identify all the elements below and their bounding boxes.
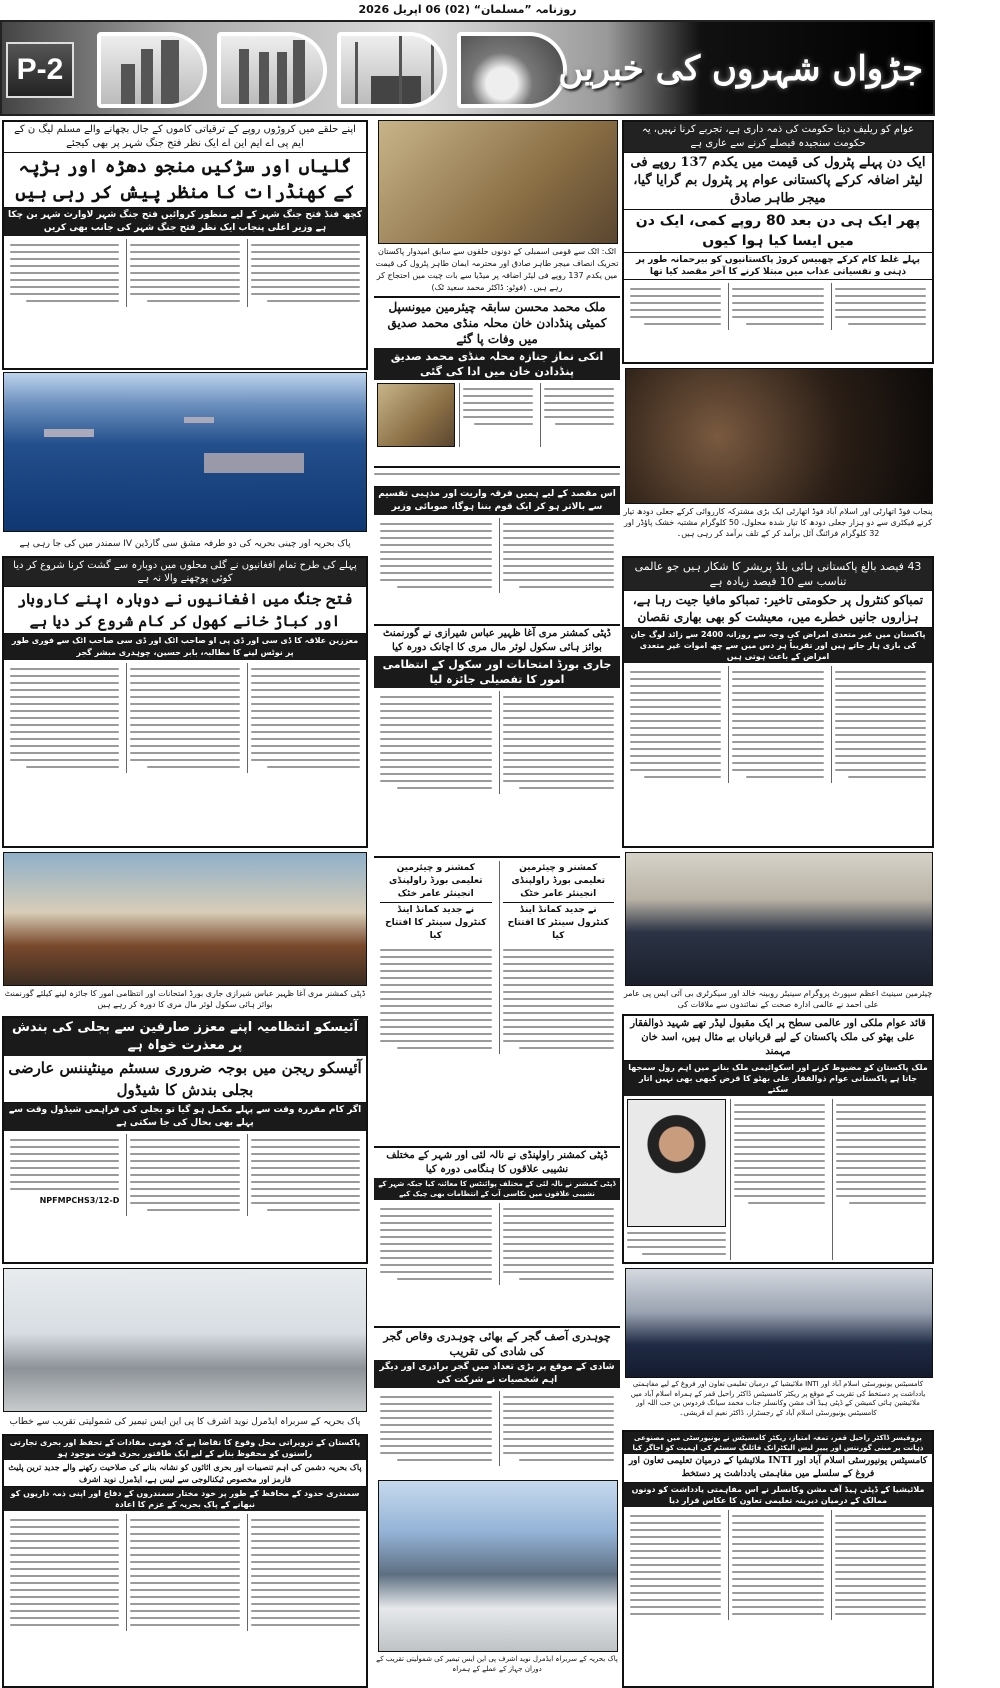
story-band: سمندری حدود کے محافظ کے طور پر خود مختار سمندروں کے دفاع اور اپنی ذمہ داریوں کو نبھانے کے پاک بحریہ کے عزم کا اعادہ — [4, 1487, 366, 1511]
story-band: انکی نماز جنازہ محلہ منڈی محمد صدیق پنڈدادن خان میں ادا کی گئی — [374, 348, 620, 380]
page-badge: P-2 — [6, 42, 74, 98]
photo-naval-ceremony — [3, 1268, 367, 1412]
photo-portrait — [627, 1099, 726, 1227]
photo-caption: ڈپٹی کمشنر مری آغا ظہیر عباس شیرازی جاری بورڈ امتحانات اور انتظامی امور کا جائزہ لینے کیلئے گورنمنٹ بوائز ہائی سکول لوئر مال مری کا دورہ کر رہے ہیں — [2, 988, 368, 1012]
story-kicker: اپنے حلقے میں کروڑوں روپے کے ترقیاتی کاموں کے جال بچھانے والے مسلم لیگ ن کے ایم پی اے ایم این اے ایک نظر فتح جنگ شہر پر بھی کیجئے — [4, 122, 366, 153]
story-kicker: 43 فیصد بالغ پاکستانی ہائی بلڈ پریشر کا شکار ہیں جو عالمی تناسب سے 10 فیصد زیادہ ہے — [624, 558, 932, 591]
story-band: شادی کے موقع پر بڑی تعداد میں گجر برادری اور دیگر اہم شخصیات نے شرکت کی — [374, 1360, 620, 1388]
story-headline-repeat: کمشنر و چیئرمین تعلیمی بورڈ راولپنڈی انجینئر عامر خٹک — [380, 861, 492, 903]
towers-icon — [217, 32, 327, 108]
story-headline: پاک بحریہ دشمن کی اہم تنصیبات اور بحری اثاثوں کو نشانہ بنانے کی صلاحیت رکھنے والے جدید ترین پلیٹ فارمز اور مخصوص ٹیکنالوجی سے لیس ہے، ایڈمرل نوید اشرف — [4, 1460, 366, 1487]
masthead — [0, 20, 935, 116]
story-subhead: پھر ایک ہی دن بعد 80 روپے کمی، ایک دن میں ایسا کیا ہوا کیوں — [624, 210, 932, 253]
photo-mou-signing — [625, 1268, 933, 1378]
story-band: اگر کام مقررہ وقت سے پہلے مکمل ہو گیا تو بجلی کی فراہمی شیڈول وقت سے پہلے بھی بحال کی جا سکتی ہے — [4, 1103, 366, 1131]
photo-caption: چیئرمین سینیٹ اعظم سپورٹ پروگرام سینیٹر روبینہ خالد اور سیکرٹری بی آئی ایس پی عامر علی احمد نے عالمی ادارہ صحت کے نمائندوں سے ملاقات کی — [622, 988, 934, 1012]
story-streets — [2, 120, 368, 370]
photo-press-talk — [378, 120, 618, 244]
story-headline: فتح جنگ میں افغانیوں نے دوبارہ اپنے کاروبار اور کباڑ خانے کھول کر کام شروع کر دیا ہے — [4, 587, 366, 634]
skyline-icon — [97, 32, 207, 108]
photo-milk-raid — [625, 368, 933, 504]
story-headline: نے جدید کمانڈ اینڈ کنٹرول سینٹر کا افتتاح کیا — [507, 905, 609, 941]
story-control-centre — [374, 856, 620, 1142]
story-band: کچھ فنڈ فتح جنگ شہر کے لیے منظور کروائیں فتح جنگ شہر لاوارث شہر بن چکا ہے وزیر اعلی پنجاب ایک نظر فتح جنگ شہر کی جانب بھی کریں — [4, 208, 366, 236]
story-headline: تمباکو کنٹرول پر حکومتی تاخیر: تمباکو مافیا جیت رہا ہے، ہزاروں جانیں خطرے میں، معیشت کو بھی بھاری نقصان — [624, 591, 932, 628]
photo-caption: پاک بحریہ کے سربراہ ایڈمرل نوید اشرف کا پی این ایس تیمیر کی شمولیتی تقریب سے خطاب — [2, 1414, 368, 1430]
story-kicker: آئیسکو انتظامیہ اپنے معزز صارفین سے بجلی کی بندش پر معذرت خواہ ہے — [4, 1018, 366, 1056]
story-headline: آئیسکو ریجن میں بوجہ ضروری سسٹم مینٹیننس عارضی بجلی بندش کا شیڈول — [4, 1056, 366, 1103]
masthead-title: جڑواں شہروں کی خبریں — [558, 49, 923, 89]
photo-classroom — [3, 852, 367, 986]
story-kicker: عوام کو ریلیف دینا حکومت کی ذمہ داری ہے، تجربے کرنا نہیں، یہ حکومت سنجیدہ فیصلے کرنے سے عاری ہے — [624, 122, 932, 153]
story-headline: گلیاں اور سڑکیں منجو دھڑہ اور ہڑپہ کے کھنڈرات کا منظر پیش کر رہی ہیں — [4, 153, 366, 208]
photo-caption: اٹک: اٹک سے قومی اسمبلی کے دونوں حلقوں سے سابق امیدوار پاکستان تحریک انصاف میجر طاہر صادق اور محترمہ ایمان طاہر پٹرول کی قیمت میں یکدم 137 روپے فی لیٹر اضافہ پر میڈیا سے بات چیت میں احتجاج کر رہے ہیں۔ (فوٹو: ڈاکٹر محمد سعید ٹک) — [375, 247, 619, 292]
photo-obituary — [377, 383, 455, 447]
story-drainage — [374, 1146, 620, 1324]
story-band: پہلے غلط کام کرکے چھبیس کروڑ پاکستانیوں کو بیرحمانہ طور پر ذہنی و نفسیاتی عذاب میں مبتلا کرنے کا آخر مقصد کیا تھا — [624, 253, 932, 280]
photo-ship-crew — [378, 1480, 618, 1652]
story-kicker: پہلے کی طرح تمام افغانیوں نے گلی محلوں میں دوبارہ سے گشت کرنا شروع کر دیا کوئی پوچھنے والا نہ ہے — [4, 558, 366, 587]
story-band: ملائیشیا کے ڈپٹی ہیڈ آف مشن وکانسلر نے اس مفاہمتی یادداشت کو دونوں ممالک کے درمیان دیرینہ تعلیمی تعاون کا عکاس قرار دیا — [624, 1483, 932, 1507]
story-band: معززین علاقہ کا ڈی سی اور ڈی پی او صاحب اٹک اور ڈی سی صاحب اٹک سے فوری طور پر نوٹس لینے کا مطالبہ، بابر حسین، چوہدری مبشر گجر — [4, 634, 366, 660]
photo-caption: کامسیٹس یونیورسٹی اسلام آباد اور INTI ملائیشیا کے درمیان تعلیمی تعاون اور فروغ کے لیے مفاہمتی یادداشت پر دستخط کی تقریب کے موقع پر ریکٹر کامسیٹس ڈاکٹر راحیل قمر کے ہمراہ اسلام آباد میں ملائیشین ہائی کمیشن کے ڈپٹی ہیڈ آف مشن وکانسلر جناب محمد سیانگ فردوس بن حب اللہ اور کامسیٹس یونیورسٹی اسلام آباد کے رجسٹرار، ڈاکٹر نعیم اے قریشی۔ — [622, 1380, 934, 1428]
story-dc-murree — [374, 624, 620, 854]
photo-caption: پنجاب فوڈ اتھارٹی اور اسلام آباد فوڈ اتھارٹی ایک بڑی مشترکہ کارروائی کرکے جعلی دودھ تیار کرنے فیکٹری سے دو ہزار جعلی دودھ کا تیار شدہ محلول، 50 کلوگرام مشتبہ خشک پاؤڈر اور 32 کلوگرام فرائنگ آئل برآمد کر کے تلف برآمد کر رہی ہیں۔ — [622, 506, 934, 552]
story-wedding — [374, 1326, 620, 1476]
story-headline: کامسیٹس یونیورسٹی اسلام آباد اور INTI ملائیشیا کے درمیان تعلیمی تعاون اور فروغ کے سلسلے میں مفاہمتی یادداشت پر دستخط — [624, 1454, 932, 1483]
square-icon — [457, 32, 567, 108]
story-iesco — [2, 1016, 368, 1264]
story-sectarian — [374, 466, 620, 616]
story-band: ڈپٹی کمشنر نے نالہ لئی کے مختلف پوائنٹس کا معائنہ کیا جبکہ شہر کے نشیبی علاقوں میں نکاسی آب کے انتظامات بھی چیک کیے — [374, 1178, 620, 1200]
story-body — [624, 280, 932, 333]
story-tobacco — [622, 556, 934, 848]
story-headline: کمشنر و چیئرمین تعلیمی بورڈ راولپنڈی انجینئر عامر خٹک — [503, 861, 615, 903]
story-headline: قائد عوام ملکی اور عالمی سطح پر ایک مقبول لیڈر تھے شہید ذوالفقار علی بھٹو کی ملک پاکستان کے لیے قربانیاں بے مثال ہیں، اسد خان مہمند — [624, 1016, 932, 1061]
photo-caption: پاک بحریہ اور چینی بحریہ کی دو طرفہ مشق سی گارڈین IV سمندر میں کی جا رہی ہے — [2, 536, 368, 552]
story-headline-repeat: نے جدید کمانڈ اینڈ کنٹرول سینٹر کا افتتاح کیا — [385, 905, 487, 941]
story-comsats — [622, 1430, 934, 1688]
story-afghans — [2, 556, 368, 848]
story-band: پاکستان میں غیر متعدی امراض کی وجہ سے روزانہ 2400 سے زائد لوگ جان کی بازی ہار جاتے ہیں اور تقریباً ہر دس میں سے چھ اموات غیر متعدی امراض کے باعث ہوتی ہیں — [624, 628, 932, 663]
story-headline: ملک محمد محسن سابقہ چیئرمین میونسپل کمیٹی پنڈدادن خان محلہ منڈی محمد صدیق میں وفات پا گئے — [387, 300, 607, 346]
photo-who-meeting — [625, 852, 933, 986]
story-kicker: پاکستان کے تزویراتی محل وقوع کا تقاضا ہے کہ قومی مفادات کے تحفظ اور بحری تجارتی راستوں کو محفوظ بنانے کے لیے ایک طاقتور بحری قوت موجود ہو — [4, 1436, 366, 1460]
story-headline: ڈپٹی کمشنر راولپنڈی نے نالہ لئی اور شہر کے مختلف نشیبی علاقوں کا ہنگامی دورہ کیا — [386, 1150, 608, 1175]
photo-caption: پاک بحریہ کے سربراہ ایڈمرل نوید اشرف پی این ایس تیمیر کی شمولیتی تقریب کے دوران جہاز کے عملے کے ہمراہ — [374, 1654, 620, 1686]
story-headline: ایک دن پہلے پٹرول کی قیمت میں یکدم 137 روپے فی لیٹر اضافہ کرکے پاکستانی عوام پر پٹرول بم گرایا گیا، میجر طاہر صادق — [624, 153, 932, 210]
photo-navy-exercise — [3, 372, 367, 532]
story-headline: چوہدری آصف گجر کے بھائی چوہدری وقاص گجر کی شادی کی تقریب — [383, 1330, 611, 1358]
story-headline: ڈپٹی کمشنر مری آغا ظہیر عباس شیرازی نے گورنمنٹ بوائز ہائی سکول لوئر مال مری کا اچانک دورہ کیا — [383, 628, 611, 653]
story-kicker: پروفیسر ڈاکٹر راحیل قمر، تمغہ امتیاز، ریکٹر کامسیٹس نے یونیورسٹی میں مصنوعی ذہانت پر مبنی گورننس اور پیپر لیس الیکٹرانک فائلنگ سسٹم کی اہمیت کو اجاگر کیا — [624, 1432, 932, 1454]
story-band: جاری بورڈ امتحانات اور سکول کے انتظامی امور کا تفصیلی جائزہ لیا — [374, 656, 620, 688]
feeder-code: NPFMPCHS3/12-D — [39, 1196, 120, 1205]
story-body — [4, 236, 366, 310]
story-naval-force — [2, 1434, 368, 1688]
story-bhutto — [622, 1014, 934, 1264]
mosque-icon — [337, 32, 447, 108]
dateline: روزنامہ ”مسلمان“ (02) 06 اپریل 2026 — [358, 3, 577, 16]
story-obituary — [374, 296, 620, 464]
story-band: اس مقصد کے لیے ہمیں فرقہ واریت اور مذہبی تقسیم سے بالاتر ہو کر ایک قوم بننا ہوگا، صوبائی وزیر — [374, 487, 620, 515]
story-band: ملک پاکستان کو مضبوط کرنے اور اسکوائیمی ملک بنانے میں اہم رول سمجھا جاتا ہے پاکستانی عوام ذوالفقار علی بھٹو کا قرض کبھی بھی نہیں اتار سکتے — [624, 1061, 932, 1096]
story-petrol — [622, 120, 934, 364]
